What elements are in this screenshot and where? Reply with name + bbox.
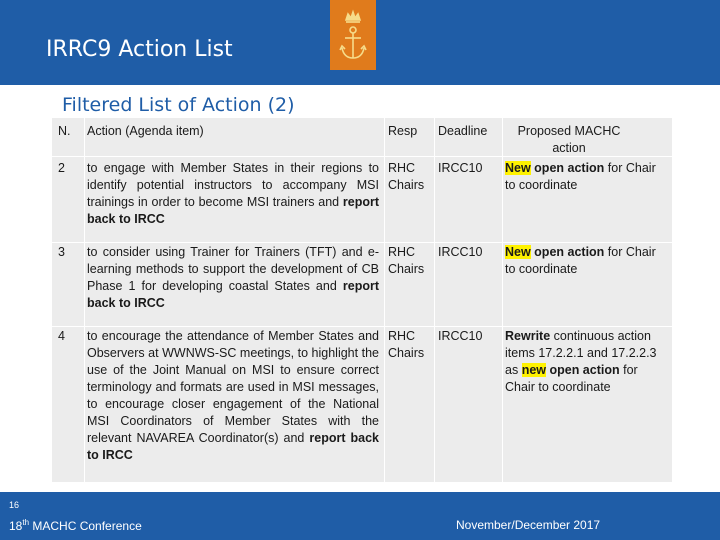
proposed-cell: New open action for Chair to coordinate bbox=[505, 161, 656, 192]
header-resp: Resp bbox=[388, 124, 418, 138]
deadline-cell: IRCC10 bbox=[438, 161, 483, 175]
conference-name: 18th MACHC Conference bbox=[9, 518, 142, 533]
action-text: to encourage the attendance of Member States and Observers at WWNWS-SC meetings, to highlight the use of the Joint Manual on MSI to ensure correct terminology and formats are used in MSI messages, to encourage closer engagement of the National MSI Coordinators of Member States with the relevant NAVAREA Coordinator(s) and report back to IRCC bbox=[87, 329, 379, 462]
anchor-crown-emblem-icon bbox=[330, 0, 376, 70]
column-divider bbox=[434, 118, 435, 482]
resp-cell: RHC Chairs bbox=[388, 329, 425, 360]
page-number: 16 bbox=[9, 500, 20, 510]
proposed-cell: Rewrite continuous action items 17.2.2.1 and 17.2.2.3 as new open action for Chair to coordinate bbox=[505, 329, 657, 394]
row-number: 2 bbox=[58, 161, 65, 175]
slide-title: IRRC9 Action List bbox=[46, 37, 233, 62]
header-bar bbox=[0, 0, 720, 85]
column-divider bbox=[84, 118, 85, 482]
action-text: to engage with Member States in their regions to identify potential instructors to accompany MSI trainings in order to become MSI trainers and report back to IRCC bbox=[87, 161, 379, 226]
header-action: Action (Agenda item) bbox=[87, 124, 204, 138]
section-subtitle: Filtered List of Action (2) bbox=[62, 94, 295, 116]
header-proposed: Proposed MACHC action bbox=[517, 124, 621, 155]
column-divider bbox=[502, 118, 503, 482]
action-table bbox=[52, 118, 672, 482]
resp-cell: RHC Chairs bbox=[388, 161, 425, 192]
header-deadline: Deadline bbox=[438, 124, 488, 138]
row-number: 3 bbox=[58, 245, 65, 259]
column-divider bbox=[384, 118, 385, 482]
deadline-cell: IRCC10 bbox=[438, 329, 483, 343]
conference-date: November/December 2017 bbox=[456, 518, 601, 532]
row-divider bbox=[52, 242, 672, 243]
row-divider bbox=[52, 326, 672, 327]
header-n: N. bbox=[58, 124, 71, 138]
action-text: to consider using Trainer for Trainers (TFT) and e-learning methods to support the development of CB Phase 1 for developing coastal States and report back to IRCC bbox=[87, 245, 379, 310]
row-number: 4 bbox=[58, 329, 65, 343]
proposed-cell: New open action for Chair to coordinate bbox=[505, 245, 656, 276]
deadline-cell: IRCC10 bbox=[438, 245, 483, 259]
resp-cell: RHC Chairs bbox=[388, 245, 425, 276]
